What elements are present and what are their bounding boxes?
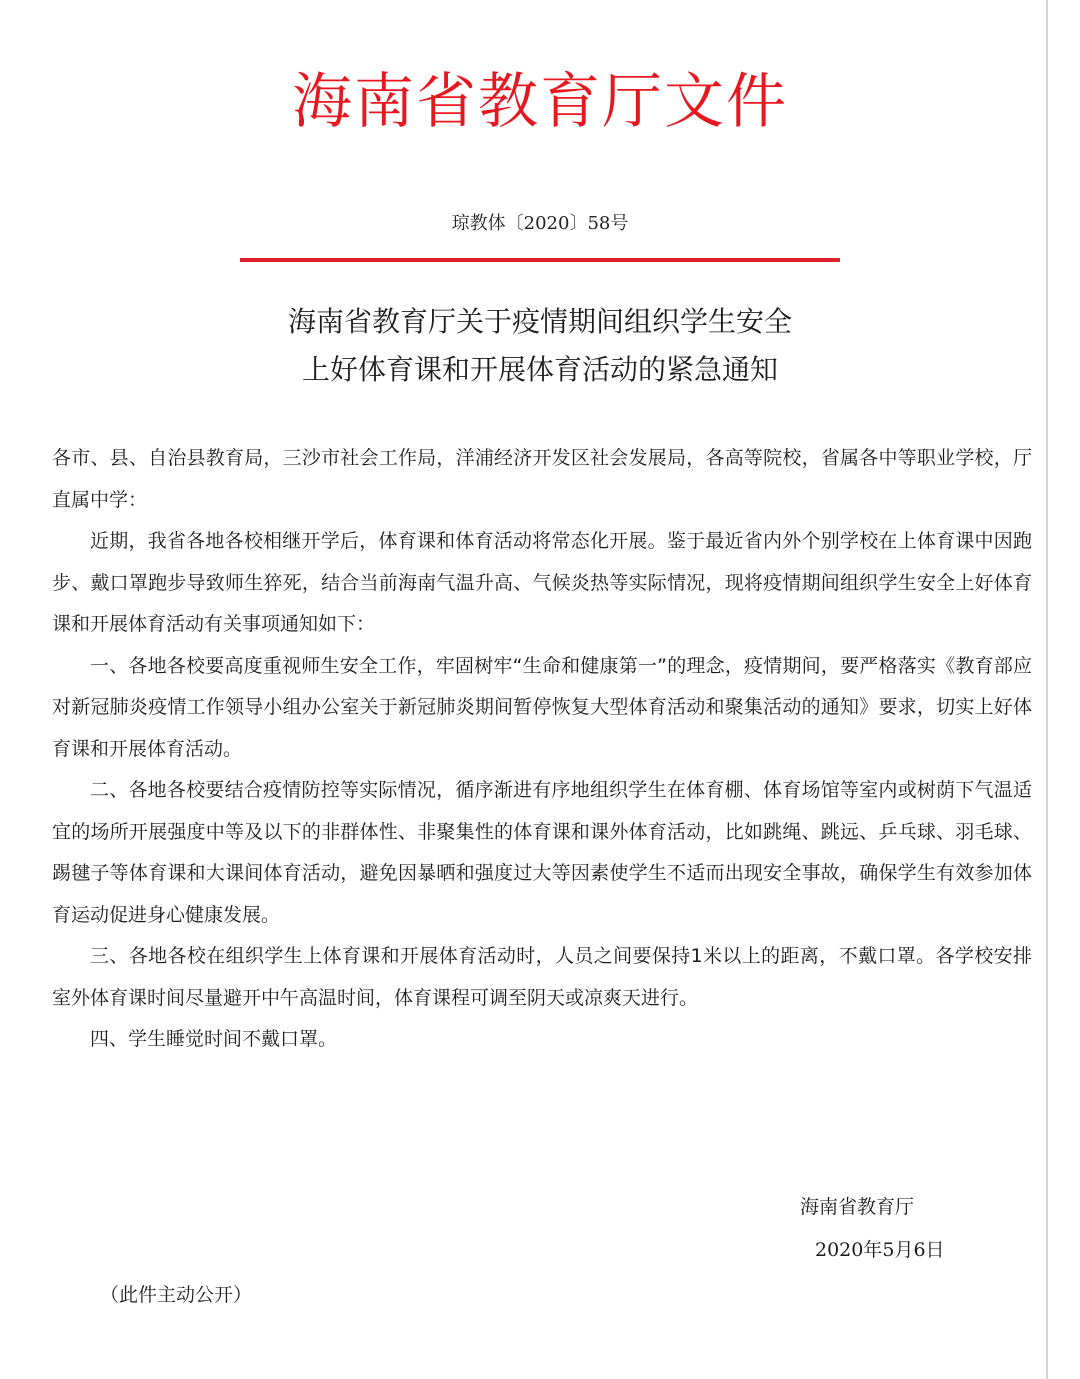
addressee-paragraph: 各市、县、自治县教育局，三沙市社会工作局，洋浦经济开发区社会发展局，各高等院校，省属各中等职业学校，厅直属中学： bbox=[52, 447, 1032, 511]
signature-organization: 海南省教育厅 bbox=[800, 1196, 915, 1218]
notice-title-line-2: 上好体育课和开展体育活动的紧急通知 bbox=[301, 353, 778, 386]
item-1-paragraph: 一、各地各校要高度重视师生安全工作，牢固树牢“生命和健康第一”的理念，疫情期间，要严格落实《教育部应对新冠肺炎疫情工作领导小组办公室关于新冠肺炎期间暂停恢复大型体育活动和聚集活动的通知》要求，切实上好体育课和开展体育活动。 bbox=[52, 654, 1032, 760]
notice-title bbox=[0, 298, 1080, 394]
page-edge-divider bbox=[1046, 0, 1048, 1379]
notice-title-line-1: 海南省教育厅关于疫情期间组织学生安全 bbox=[287, 305, 792, 338]
red-header-rule bbox=[240, 258, 840, 262]
document-header-title: 海南省教育厅文件 bbox=[292, 67, 788, 137]
signature-date: 2020年5月6日 bbox=[815, 1239, 945, 1261]
intro-paragraph: 近期，我省各地各校相继开学后，体育课和体育活动将常态化开展。鉴于最近省内外个别学校在上体育课中因跑步、戴口罩跑步导致师生猝死，结合当前海南气温升高、气候炎热等实际情况，现将疫情期间组织学生安全上好体育课和开展体育活动有关事项通知如下： bbox=[52, 530, 1032, 635]
notice-body bbox=[52, 438, 1032, 1061]
item-3-paragraph: 三、各地各校在组织学生上体育课和开展体育活动时，人员之间要保持1米以上的距离，不戴口罩。各学校安排室外体育课时间尽量避开中午高温时间，体育课程可调至阴天或凉爽天进行。 bbox=[52, 945, 1032, 1009]
public-disclosure-note: （此件主动公开） bbox=[100, 1284, 253, 1306]
document-number: 琼教体〔2020〕58号 bbox=[451, 213, 629, 234]
item-2-paragraph: 二、各地各校要结合疫情防控等实际情况，循序渐进有序地组织学生在体育棚、体育场馆等室内或树荫下气温适宜的场所开展强度中等及以下的非群体性、非聚集性的体育课和课外体育活动，比如跳绳、跳远、乒乓球、羽毛球、踢毽子等体育课和大课间体育活动，避免因暴晒和强度过大等因素使学生不适而出现安全事故，确保学生有效参加体育运动促进身心健康发展。 bbox=[52, 779, 1032, 926]
item-4-paragraph: 四、学生睡觉时间不戴口罩。 bbox=[90, 1028, 338, 1050]
